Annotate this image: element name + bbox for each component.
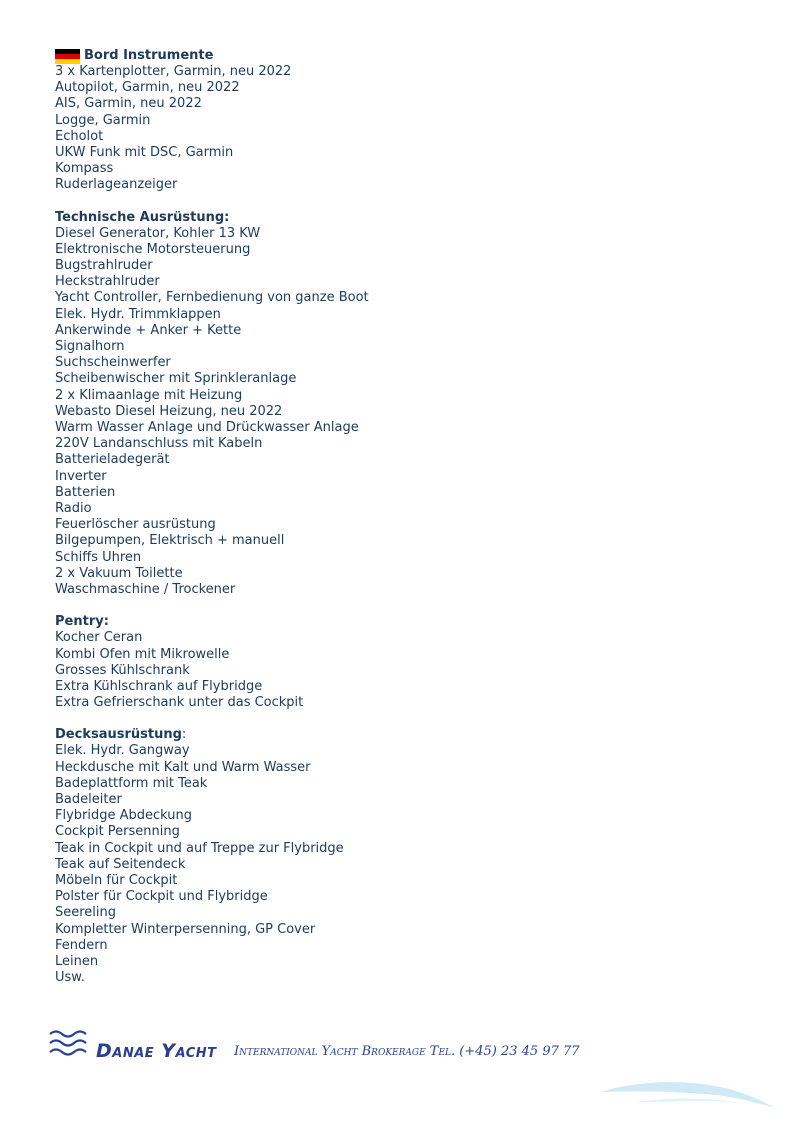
list-item: Radio: [55, 501, 92, 517]
section-items: [55, 226, 755, 599]
list-item: Seereling: [55, 905, 117, 921]
list-item: Echolot: [55, 128, 104, 144]
list-item: Warm Wasser Anlage und Drückwasser Anlage: [55, 420, 359, 436]
list-item: Badeleiter: [55, 791, 122, 807]
list-item: Cockpit Persenning: [55, 824, 180, 840]
brokerage-tagline: International Yacht Brokerage Tel. (+45) 23 45 97 77: [234, 1044, 580, 1059]
list-item: AIS, Garmin, neu 2022: [55, 96, 202, 112]
list-item: Teak in Cockpit und auf Treppe zur Flybridge: [55, 840, 344, 856]
section-items: [55, 630, 755, 711]
waves-logo-icon: [48, 1028, 88, 1058]
section-heading: [55, 48, 755, 64]
section-heading-colon: :: [181, 727, 187, 743]
list-item: Kompletter Winterpersenning, GP Cover: [55, 921, 316, 937]
list-item: Feuerlöscher ausrüstung: [55, 517, 216, 533]
list-item: Heckstrahlruder: [55, 274, 160, 290]
list-item: Autopilot, Garmin, neu 2022: [55, 80, 240, 96]
list-item: Extra Kühlschrank auf Flybridge: [55, 678, 263, 694]
section-bord-instrumente: [55, 48, 755, 194]
section-decksausruestung: [55, 727, 755, 986]
section-heading-text: Bord Instrumente: [84, 48, 214, 63]
list-item: Elektronische Motorsteuerung: [55, 241, 251, 257]
list-item: Webasto Diesel Heizung, neu 2022: [55, 403, 283, 419]
list-item: Scheibenwischer mit Sprinkleranlage: [55, 371, 297, 387]
list-item: Batterieladegerät: [55, 452, 170, 468]
list-item: Elek. Hydr. Trimmklappen: [55, 306, 221, 322]
list-item: Logge, Garmin: [55, 112, 151, 128]
equipment-list: [55, 48, 755, 1002]
list-item: Möbeln für Cockpit: [55, 872, 178, 888]
list-item: 2 x Klimaanlage mit Heizung: [55, 387, 243, 403]
list-item: Signalhorn: [55, 339, 125, 355]
list-item: Inverter: [55, 468, 107, 484]
list-item: Kocher Ceran: [55, 630, 143, 646]
list-item: Badeplattform mit Teak: [55, 775, 208, 791]
list-item: Schiffs Uhren: [55, 549, 142, 565]
section-items: [55, 743, 755, 986]
list-item: Extra Gefrierschank unter das Cockpit: [55, 695, 304, 711]
list-item: Bugstrahlruder: [55, 258, 153, 274]
list-item: Heckdusche mit Kalt und Warm Wasser: [55, 759, 311, 775]
list-item: Usw.: [55, 970, 85, 986]
list-item: 2 x Vakuum Toilette: [55, 565, 183, 581]
list-item: UKW Funk mit DSC, Garmin: [55, 145, 234, 161]
list-item: Grosses Kühlschrank: [55, 662, 190, 678]
list-item: 3 x Kartenplotter, Garmin, neu 2022: [55, 64, 292, 79]
section-heading: [55, 614, 755, 630]
list-item: Leinen: [55, 953, 99, 969]
section-heading-text: Pentry:: [55, 614, 109, 630]
list-item: Batterien: [55, 484, 116, 500]
section-items: [55, 64, 755, 194]
section-heading: [55, 210, 755, 226]
section-heading-text: Technische Ausrüstung:: [55, 209, 230, 225]
list-item: Yacht Controller, Fernbedienung von ganze Boot: [55, 290, 369, 306]
section-heading: [55, 727, 755, 743]
list-item: Bilgepumpen, Elektrisch + manuell: [55, 533, 285, 549]
list-item: Diesel Generator, Kohler 13 KW: [55, 225, 261, 241]
swoosh-watermark-icon: [595, 1078, 785, 1118]
list-item: Fendern: [55, 937, 108, 953]
list-item: Suchscheinwerfer: [55, 355, 171, 371]
footer: [48, 1028, 768, 1068]
list-item: 220V Landanschluss mit Kabeln: [55, 436, 263, 452]
list-item: Flybridge Abdeckung: [55, 808, 193, 824]
german-flag-icon: [55, 49, 80, 64]
section-technische-ausruestung: [55, 210, 755, 599]
list-item: Teak auf Seitendeck: [55, 856, 186, 872]
brand-name: Danae Yacht: [96, 1040, 217, 1062]
list-item: Elek. Hydr. Gangway: [55, 743, 190, 759]
section-heading-text: Decksausrüstung: [55, 727, 182, 743]
list-item: Kompass: [55, 161, 114, 177]
list-item: Polster für Cockpit und Flybridge: [55, 889, 268, 905]
list-item: Waschmaschine / Trockener: [55, 582, 236, 598]
list-item: Kombi Ofen mit Mikrowelle: [55, 646, 230, 662]
section-pentry: [55, 614, 755, 711]
list-item: Ankerwinde + Anker + Kette: [55, 322, 242, 338]
list-item: Ruderlageanzeiger: [55, 177, 178, 193]
